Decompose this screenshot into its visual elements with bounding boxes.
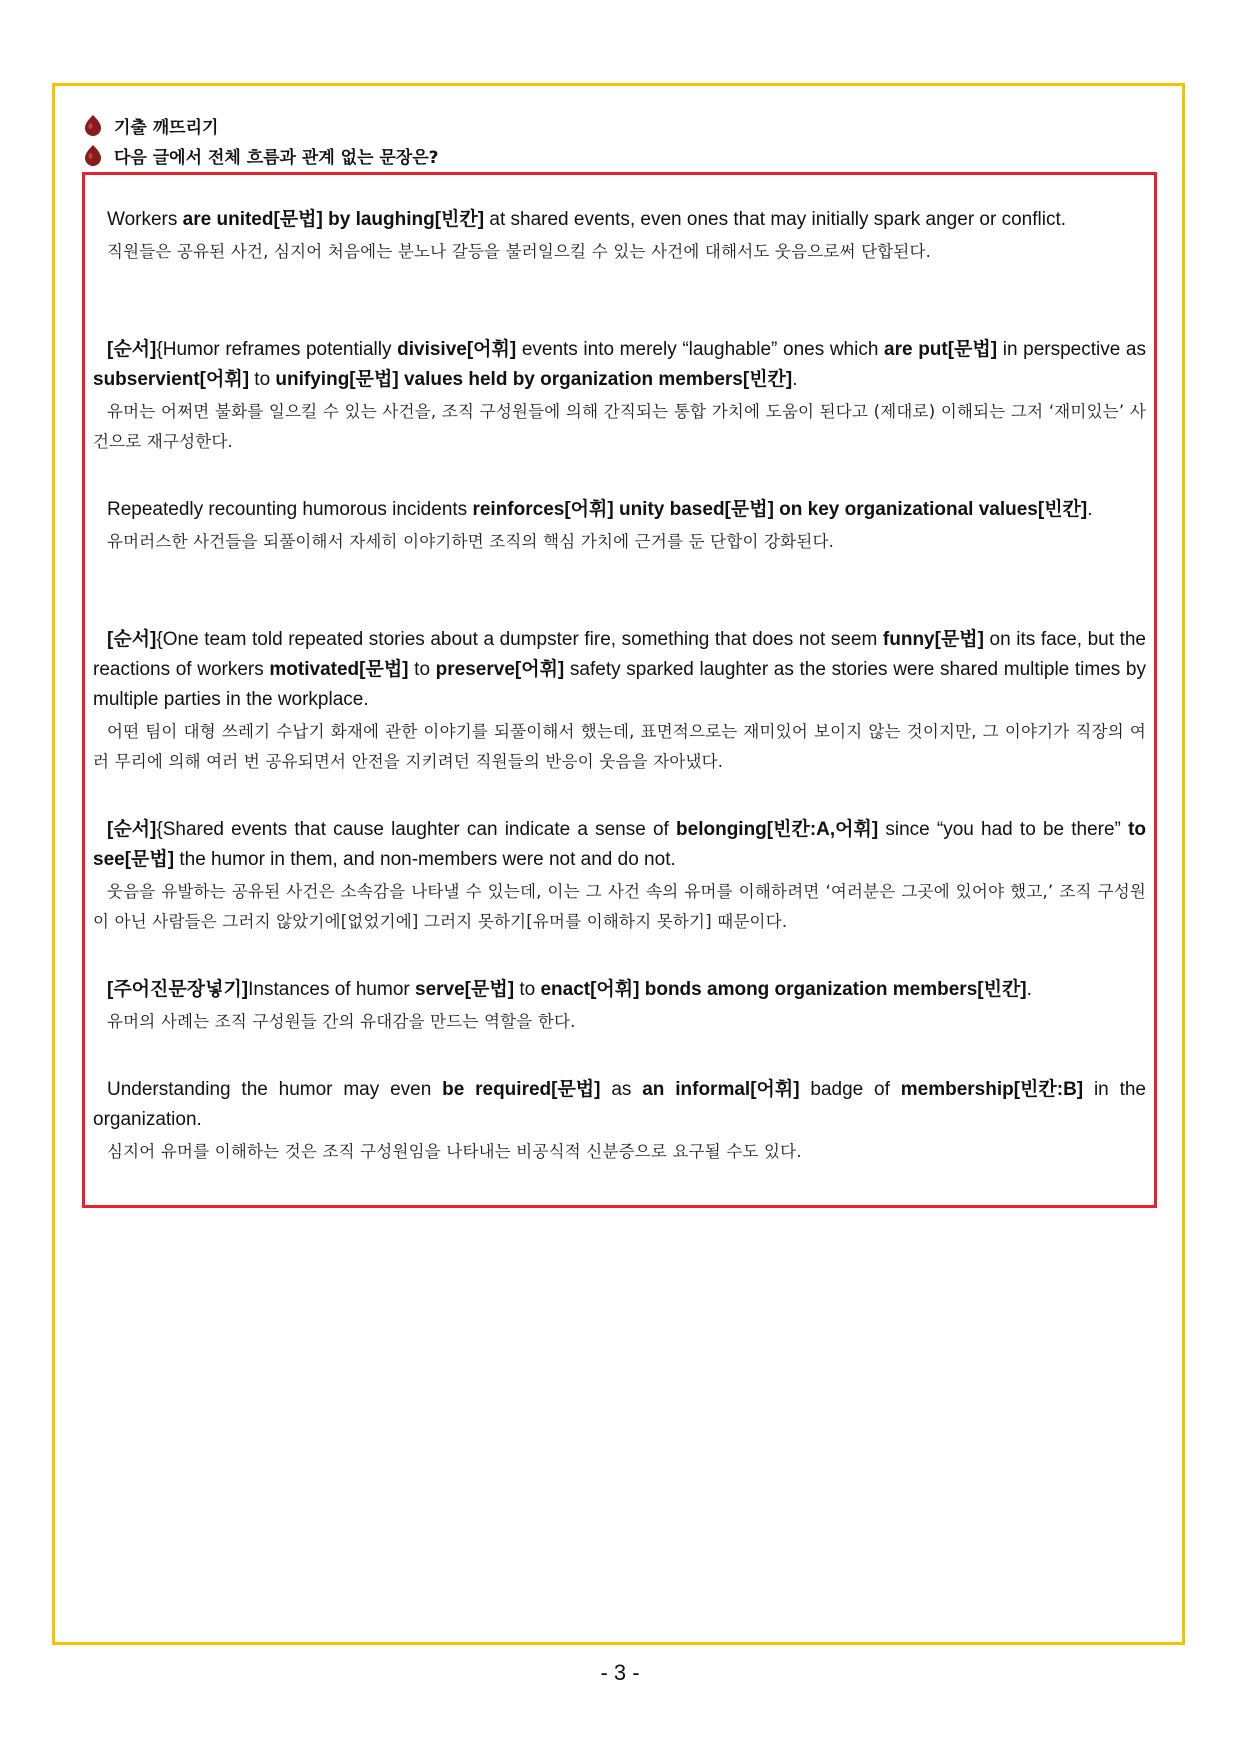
marked-term: to see[문법] — [93, 819, 1147, 870]
marked-term: [주어진문장넣기] — [107, 979, 249, 1000]
sentence-block — [93, 1075, 1146, 1167]
marked-term: [순서] — [107, 339, 157, 360]
sentence-text: events into merely “laughable” ones which — [516, 339, 885, 360]
section-title — [84, 110, 439, 140]
sentence-text: {Humor reframes potentially — [156, 339, 398, 360]
korean-translation: 유머는 어쩌면 불화를 일으킬 수 있는 사건을, 조직 구성원들에 의해 간직되는 통합 가치에 도움이 된다고 (제대로) 이해되는 그저 ‘재미있는’ 사건으로 재구성한다. — [93, 402, 1146, 451]
marked-term: [순서] — [107, 629, 157, 650]
question-prompt — [84, 140, 439, 170]
korean-translation: 웃음을 유발하는 공유된 사건은 소속감을 나타낼 수 있는데, 이는 그 사건 속의 유머를 이해하려면 ‘여러분은 그곳에 있어야 했고,’ 조직 구성원이 아닌 사람들은 그러지 않았기에[없었기에] 그러지 못하기[유머를 이해하지 못하기] 때문이다. — [93, 882, 1146, 931]
sentence-text: Workers — [107, 209, 183, 230]
page-number: - 3 - — [600, 1660, 640, 1685]
drop-bullet-icon — [84, 114, 102, 136]
sentence-text: since “you had to be there” — [878, 819, 1129, 840]
english-sentence — [93, 335, 1146, 395]
sentence-text: in perspective as — [997, 339, 1146, 360]
marked-term: belonging[빈칸:A,어휘] — [676, 819, 879, 840]
sentence-block — [93, 625, 1146, 777]
sentence-text: badge of — [799, 1079, 901, 1100]
marked-term: an informal[어휘] — [642, 1079, 800, 1100]
question-prompt-text: 다음 글에서 전체 흐름과 관계 없는 문장은? — [114, 147, 439, 168]
sentence-text: at shared events, even ones that may initially spark anger or conflict. — [484, 209, 1067, 230]
sentence-text: as — [600, 1079, 643, 1100]
sentence-text: Repeatedly recounting humorous incidents — [107, 499, 473, 520]
section-title-text: 기출 깨뜨리기 — [114, 117, 219, 138]
sentence-text: to — [249, 369, 276, 390]
english-sentence — [93, 815, 1146, 875]
marked-term: are united[문법] — [182, 209, 323, 230]
sentence-text: on its face, but the reactions of workers — [93, 629, 1146, 680]
sentence-text: the humor in them, and non-members were not and do not. — [174, 849, 676, 870]
english-sentence — [93, 495, 1146, 525]
sentence-text: in the organization. — [93, 1079, 1146, 1130]
korean-translation: 유머의 사례는 조직 구성원들 간의 유대감을 만드는 역할을 한다. — [107, 1012, 576, 1031]
sentence-text: {Shared events that cause laughter can indicate a sense of — [156, 819, 677, 840]
english-sentence — [93, 975, 1146, 1005]
sentence-block — [93, 975, 1146, 1037]
sentence-text: safety sparked laughter as the stories were shared multiple times by multiple parties in the workplace. — [93, 659, 1146, 710]
sentence-text: . — [1026, 979, 1032, 1000]
english-sentence — [93, 625, 1146, 715]
marked-term: subservient[어휘] — [93, 369, 250, 390]
marked-term: unifying[문법] values held by organization members[빈칸] — [275, 369, 793, 390]
english-sentence — [93, 205, 1146, 235]
sentence-text: Understanding the humor may even — [107, 1079, 443, 1100]
korean-translation: 어떤 팀이 대형 쓰레기 수납기 화재에 관한 이야기를 되풀이해서 했는데, 표면적으로는 재미있어 보이지 않는 것이지만, 그 이야기가 직장의 여러 무리에 의해 여러 번 공유되면서 안전을 지키려던 직원들의 반응이 웃음을 자아냈다. — [93, 722, 1146, 771]
section-headers — [84, 110, 439, 170]
marked-term: membership[빈칸:B] — [900, 1079, 1084, 1100]
marked-term: enact[어휘] bonds among organization members[빈칸] — [540, 979, 1027, 1000]
sentence-block — [93, 495, 1146, 557]
sentence-block — [93, 205, 1146, 267]
sentence-block — [93, 335, 1146, 457]
sentence-text: Instances of humor — [248, 979, 416, 1000]
marked-term: funny[문법] — [882, 629, 984, 650]
marked-term: motivated[문법] — [269, 659, 409, 680]
sentence-text: . — [1087, 499, 1093, 520]
marked-term: divisive[어휘] — [397, 339, 517, 360]
drop-bullet-icon — [84, 144, 102, 166]
sentence-text: to — [514, 979, 541, 1000]
marked-term: by laughing[빈칸] — [328, 209, 485, 230]
marked-term: be required[문법] — [442, 1079, 601, 1100]
sentence-block — [93, 815, 1146, 937]
korean-translation: 직원들은 공유된 사건, 심지어 처음에는 분노나 갈등을 불러일으킬 수 있는 사건에 대해서도 웃음으로써 단합된다. — [107, 242, 932, 261]
sentence-text: to — [408, 659, 436, 680]
marked-term: reinforces[어휘] unity based[문법] on key organizational values[빈칸] — [472, 499, 1088, 520]
marked-term: are put[문법] — [884, 339, 998, 360]
korean-translation: 심지어 유머를 이해하는 것은 조직 구성원임을 나타내는 비공식적 신분증으로 요구될 수도 있다. — [107, 1142, 802, 1161]
sentence-text: {One team told repeated stories about a dumpster fire, something that does not seem — [156, 629, 883, 650]
korean-translation: 유머러스한 사건들을 되풀이해서 자세히 이야기하면 조직의 핵심 가치에 근거를 둔 단합이 강화된다. — [107, 532, 835, 551]
marked-term: [순서] — [107, 819, 157, 840]
marked-term: serve[문법] — [415, 979, 515, 1000]
english-sentence — [93, 1075, 1146, 1135]
sentence-text: . — [792, 369, 798, 390]
marked-term: preserve[어휘] — [435, 659, 565, 680]
